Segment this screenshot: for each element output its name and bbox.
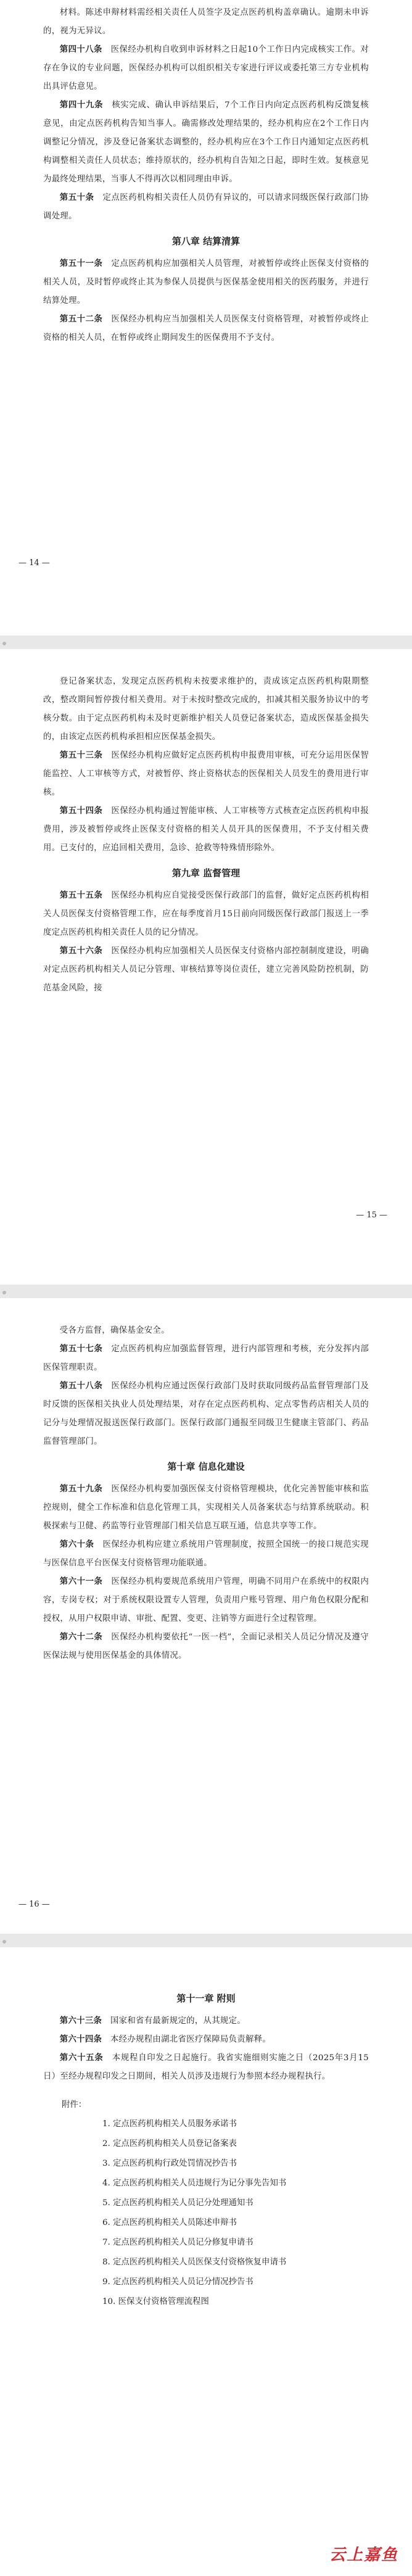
article-number: 第六十二条: [59, 1633, 103, 1642]
chapter-10-title: 第十章 信息化建设: [167, 1461, 245, 1472]
article-text: 定点医药机构应加强监督管理，进行内部管理和考核，充分发挥内部医保管理职责。: [43, 1344, 369, 1372]
page-1-section-a: [43, 4, 369, 226]
page-4-section-a: [43, 2012, 369, 2086]
attachment-item: 7. 定点医药机构相关人员记分修复申请书: [102, 2238, 253, 2247]
article-number: 第五十六条: [59, 946, 103, 956]
article-gap: [94, 193, 103, 202]
page-1: [0, 0, 412, 636]
page-3-section-a: [43, 1322, 369, 1451]
article-paragraph: [43, 1322, 369, 1340]
article-paragraph: [43, 1480, 369, 1536]
page-1-section-b: [43, 255, 369, 347]
article-paragraph: [43, 942, 369, 998]
article-text: 医保经办机构应通过医保行政部门及时获取同级药品监督管理部门及时反馈的医保相关执业人员处理结果，对存在定点医药机构、定点零售药店相关人员的记分与处理情况报送医保行政部门。医保行政部门通报至同级卫生健康主管部门、药品监督管理部门。: [43, 1381, 369, 1446]
article-text: 定点医药机构应加强相关人员管理，对被暂停或终止医保支付资格的相关人员，及时暂停或终止其为参保人员提供与医保基金使用相关的医药服务，并进行结算处理。: [43, 259, 369, 305]
article-text: 核实完成、确认申诉结果后，7个工作日内向定点医药机构反馈复核意见，由定点医药机构告知当事人。确需修改处理结果的，经办机构应在2个工作日内调整记分情况，涉及登记备案状态调整的，经办机构应在3个工作日内通知定点医药机构调整相关责任人员状态；维持原状的，经办机构自告知之日起，即时生效。复核意见为最终处理结果，当事人不得再次以相同理由申诉。: [43, 101, 369, 184]
article-gap: [102, 2016, 110, 2026]
article-gap: [102, 315, 111, 324]
article-paragraph: [43, 1628, 369, 1665]
page-number: — 16 —: [19, 1900, 50, 1909]
page-number: — 15 —: [356, 1211, 387, 1220]
article-text: 定点医药机构相关责任人员仍有异议的，可以请求同级医保行政部门协调处理。: [43, 193, 369, 221]
article-text: 医保经办机构应加强相关人员医保支付资格内部控制制度建设，明确对定点医药机构相关人员记分管理、审核结算等岗位责任，建立完善风险防控机制，防范基金风险，接: [43, 946, 369, 993]
article-number: 第五十条: [59, 193, 94, 202]
article-paragraph: [43, 310, 369, 347]
article-gap: [103, 101, 112, 110]
attachment-item: 3. 定点医药机构行政处罚情况抄告书: [102, 2159, 237, 2168]
article-paragraph: [43, 41, 369, 96]
article-text: 医保经办机构应建立系统用户管理制度，按照全国统一的接口规范实现与医保信息平台医保支付资格管理功能联通。: [43, 1540, 369, 1568]
article-gap: [102, 45, 111, 54]
attachment-item: 4. 定点医药机构相关人员违规行为记分事先告知书: [102, 2179, 287, 2188]
article-number: 第五十四条: [59, 806, 103, 816]
article-text: 本规程自印发之日起施行。我省实施细则实施之日（2025年3月15日）至经办规程印发之日期间，相关人员涉及违规行为参照本经办规程执行。: [43, 2053, 369, 2081]
article-paragraph: [43, 1573, 369, 1628]
article-paragraph: [43, 1377, 369, 1451]
article-number: 第五十三条: [59, 751, 103, 760]
article-text: 登记备案状态，发现定点医药机构未按要求维护的，责成该定点医药机构限期整改，整改期间暂停拨付相关费用。对于未按时整改完成的，扣减其相关服务协议中的考核分数。由于定点医药机构未及时更新维护相关人员登记备案状态，造成医保基金损失的，由该定点医药机构承担相应医保基金损失。: [43, 677, 369, 742]
article-number: 第五十五条: [59, 891, 103, 900]
article-gap: [102, 259, 111, 268]
article-gap: [102, 891, 111, 900]
article-gap: [102, 1633, 111, 1642]
article-number: 第六十五条: [59, 2053, 104, 2063]
article-number: 第六十四条: [59, 2035, 102, 2044]
article-paragraph: [43, 1536, 369, 1573]
attachment-item: 2. 定点医药机构相关人员登记备案表: [102, 2139, 237, 2148]
chapter-8-title: 第八章 结算清算: [171, 236, 241, 247]
article-gap: [102, 806, 111, 816]
article-gap: [102, 1381, 111, 1391]
page-2-section-b: [43, 887, 369, 998]
article-number: 第六十三条: [59, 2016, 102, 2026]
article-gap: [102, 1485, 111, 1494]
attachments-heading: 附件：: [62, 2100, 87, 2110]
attachment-list: [102, 2114, 369, 2312]
article-number: 第五十八条: [59, 1381, 103, 1391]
page-2-section-a: [43, 673, 369, 858]
article-text: 医保经办机构应做好定点医药机构申报费用审核，可充分运用医保智能监控、人工审核等方式，对被暂停、终止资格状态的医保相关人员发生的费用进行审核。: [43, 751, 369, 797]
page-3-section-b: [43, 1480, 369, 1665]
attachment-item: 5. 定点医药机构相关人员记分处理通知书: [102, 2198, 253, 2208]
article-gap: [102, 946, 111, 956]
page-divider-marker: [2, 1940, 6, 1944]
article-gap: [94, 1540, 103, 1549]
article-paragraph: [43, 2049, 369, 2086]
attachment-item: 6. 定点医药机构相关人员陈述申辩书: [102, 2218, 237, 2227]
article-text: 医保经办机构要加强医保支付资格管理模块，优化完善智能审核和监控规则，健全工作标准和信息化管理工具，实现相关人员备案状态与结算系统联动。积极探索与卫健、药监等行业管理部门相关信息互联互通，信息共享等工作。: [43, 1485, 369, 1531]
article-paragraph: [43, 189, 369, 226]
article-paragraph: [43, 255, 369, 310]
attachment-item: 1. 定点医药机构相关人员服务承诺书: [102, 2119, 237, 2129]
article-gap: [102, 1577, 111, 1586]
article-number: 第六十一条: [59, 1577, 103, 1586]
article-paragraph: [43, 2012, 369, 2031]
article-text: 材料。陈述申辩材料需经相关责任人员签字及定点医药机构盖章确认。逾期未申诉的，视为无异议。: [43, 8, 369, 36]
article-number: 第五十九条: [59, 1485, 103, 1494]
article-text: 医保经办机构要规范系统用户管理，明确不同用户在系统中的权限内容，专岗专权；对于系统权限设置专人管理，负责用户账号管理、用户角色权限分配和授权，从用户权限申请、审批、配置、变更、注销等方面进行全过程管理。: [43, 1577, 369, 1623]
article-number: 第五十七条: [59, 1344, 103, 1354]
article-gap: [102, 2035, 110, 2044]
article-number: 第五十二条: [59, 315, 103, 324]
article-text: 医保经办机构应自觉接受医保行政部门的监督，做好定点医药机构相关人员医保支付资格管理工作，应在每季度首月15日前向同级医保行政部门报送上一季度定点医药机构相关责任人员的记分情况。: [43, 891, 369, 937]
chapter-9-title: 第九章 监督管理: [171, 868, 241, 879]
page-2: [0, 649, 412, 1285]
article-text: 医保经办机构应当加强相关人员医保支付资格管理，对被暂停或终止资格的相关人员，在暂停或终止期间发生的医保费用不予支付。: [43, 315, 369, 342]
article-text: 医保经办机构自收到申诉材料之日起10个工作日内完成核实工作。对存在争议的专业问题，医保经办机构可以组织相关专家进行评议或委托第三方专业机构出具评估意见。: [43, 45, 369, 91]
article-number: 第五十一条: [59, 259, 103, 268]
article-paragraph: [43, 747, 369, 802]
attachment-item: 10. 医保支付资格管理流程图: [102, 2297, 209, 2306]
page-divider-marker: [2, 1291, 6, 1294]
attachment-item: 8. 定点医药机构相关人员医保支付资格恢复申请书: [102, 2258, 287, 2267]
article-text: 国家和省有最新规定的，从其规定。: [110, 2016, 246, 2026]
article-paragraph: [43, 802, 369, 858]
article-gap: [104, 2053, 112, 2063]
article-gap: [102, 1344, 111, 1354]
article-gap: [102, 751, 111, 760]
article-paragraph: [43, 4, 369, 41]
attachment-item: 9. 定点医药机构相关人员记分情况抄告书: [102, 2277, 253, 2287]
page-3: [0, 1298, 412, 1934]
article-paragraph: [43, 2031, 369, 2049]
article-paragraph: [43, 887, 369, 942]
article-number: 第六十条: [59, 1540, 94, 1549]
page-4: [0, 1947, 412, 2576]
article-number: 第四十九条: [59, 101, 104, 110]
article-text: 受各方监督，确保基金安全。: [59, 1326, 170, 1335]
article-paragraph: [43, 1340, 369, 1377]
article-paragraph: [43, 673, 369, 747]
article-text: 医保经办机构通过智能审核、人工审核等方式核查定点医药机构申报费用，涉及被暂停或终止医保支付资格的相关人员开具的医保费用，不予支付相关费用。已支付的，应追回相关费用，急诊、抢救等特殊情形除外。: [43, 806, 369, 853]
page-divider-marker: [2, 642, 6, 645]
page-number: — 14 —: [19, 558, 50, 568]
article-number: 第四十八条: [59, 45, 102, 54]
article-text: 医保经办机构要依托“一医一档”，全面记录相关人员记分情况及遵守医保法规与使用医保基金的具体情况。: [43, 1633, 369, 1660]
article-text: 本经办规程由湖北省医疗保障局负责解释。: [110, 2035, 271, 2044]
watermark-logo: 云上嘉鱼: [329, 2546, 398, 2564]
article-paragraph: [43, 96, 369, 189]
chapter-11-title: 第十一章 附则: [176, 1993, 236, 2004]
